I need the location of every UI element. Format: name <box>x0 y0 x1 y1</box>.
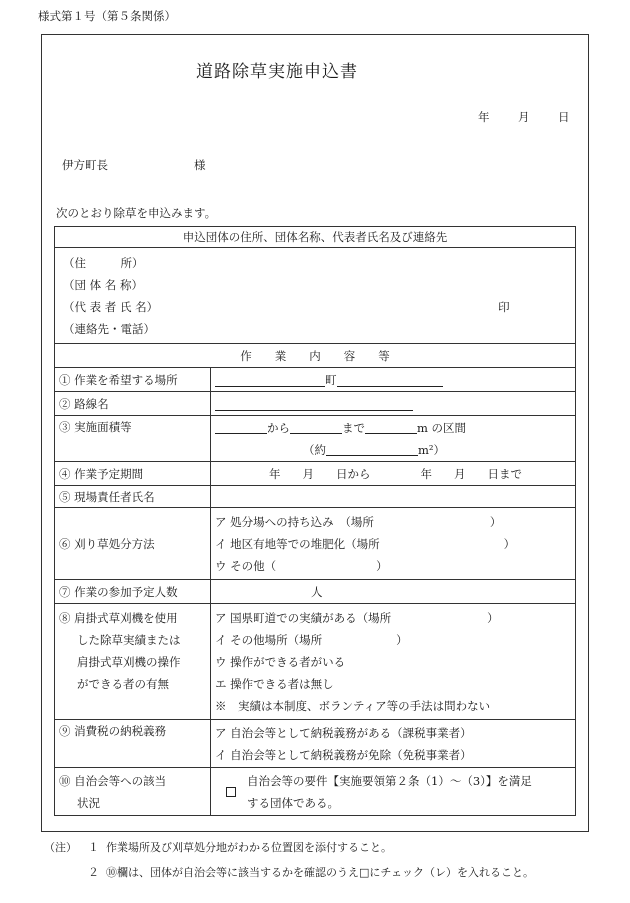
square-meter-unit: m²） <box>418 442 446 457</box>
application-table <box>54 226 576 816</box>
association-label-line: 状況 <box>77 795 100 810</box>
mower-label-line: ができる者の有無 <box>77 676 169 691</box>
association-text-1: 自治会等の要件【実施要領第２条（1）～（3）】を満足 <box>247 773 532 788</box>
row-tax-options <box>211 720 576 768</box>
note-2-number: ２ <box>88 866 99 879</box>
rep-name-label: （代 表 者 氏 名） <box>63 299 159 314</box>
person-unit: 人 <box>311 584 323 599</box>
date-day: 日 <box>558 110 570 124</box>
note-2: ⑩欄は、団体が自治会等に該当するかを確認のうえ□にチェック（レ）を入れること。 <box>106 866 535 879</box>
row-supervisor-field[interactable] <box>211 486 576 508</box>
from-text: から <box>267 420 290 435</box>
disposal-option-c[interactable]: ウ その他（ <box>215 558 277 573</box>
row-location-field[interactable] <box>211 368 576 392</box>
date-month: 月 <box>518 110 530 124</box>
paren-close: ） <box>489 514 502 529</box>
date-year: 年 <box>478 110 490 124</box>
work-header: 作 業 内 容 等 <box>55 344 576 368</box>
period-day-to: 日まで <box>487 466 522 481</box>
notes-prefix: （注） <box>44 841 77 854</box>
row-supervisor-label: ⑤ 現場責任者氏名 <box>55 486 211 508</box>
mower-option-b[interactable]: イ その他場所（場所 <box>215 632 323 647</box>
association-label-line: ⑩ 自治会等への該当 <box>59 773 167 788</box>
mower-note: ※ 実績は本制度、ボランティア等の手法は問わない <box>215 698 491 713</box>
applicant-info <box>55 248 576 344</box>
row-disposal-label: ⑥ 刈り草処分方法 <box>55 508 211 580</box>
paren-close: ） <box>503 536 516 551</box>
period-month-1: 月 <box>302 466 314 481</box>
contact-label: （連絡先・電話） <box>63 321 155 336</box>
row-period-label: ④ 作業予定期間 <box>55 462 211 486</box>
row-tax-label: ⑨ 消費税の納税義務 <box>55 720 211 768</box>
intro-text: 次のとおり除草を申込みます。 <box>56 206 217 220</box>
row-route-field[interactable] <box>211 392 576 416</box>
disposal-option-a[interactable]: ア 処分場への持ち込み （場所 <box>215 514 374 529</box>
paren-close: ） <box>376 558 388 573</box>
mower-option-c[interactable]: ウ 操作ができる者がいる <box>215 654 346 669</box>
paren-close: ） <box>396 632 408 647</box>
meter-unit: m の区間 <box>417 420 467 435</box>
row-area-field[interactable] <box>211 416 576 462</box>
row-location-label: ① 作業を希望する場所 <box>55 368 211 392</box>
applicant-header: 申込団体の住所、団体名称、代表者氏名及び連絡先 <box>55 227 576 248</box>
form-number: 様式第１号（第５条関係） <box>38 9 176 23</box>
row-participants-field[interactable] <box>211 580 576 604</box>
town-unit: 町 <box>325 372 337 387</box>
approx-open: （約 <box>303 442 326 457</box>
address-label: （住 所） <box>63 255 144 270</box>
row-mower-label <box>55 604 211 720</box>
row-period-field[interactable] <box>211 462 576 486</box>
row-association-label <box>55 768 211 816</box>
page-title: 道路除草実施申込書 <box>196 62 358 82</box>
addressee-honorific: 様 <box>194 158 206 172</box>
note-1-number: １ <box>88 841 99 854</box>
mower-label-line: ⑧ 肩掛式草刈機を使用 <box>59 610 178 625</box>
to-text: まで <box>342 420 365 435</box>
tax-option-a[interactable]: ア 自治会等として納税義務がある（課税事業者） <box>215 725 472 740</box>
mower-option-d[interactable]: エ 操作できる者は無し <box>215 676 334 691</box>
note-1: 作業場所及び刈草処分地がわかる位置図を添付すること。 <box>106 841 392 854</box>
mower-label-line: した除草実績または <box>77 632 181 647</box>
period-year-1: 年 <box>269 466 281 481</box>
disposal-option-b[interactable]: イ 地区有地等での堆肥化（場所 <box>215 536 380 551</box>
mower-label-line: 肩掛式草刈機の操作 <box>77 654 181 669</box>
period-day-from: 日から <box>336 466 371 481</box>
tax-option-b[interactable]: イ 自治会等として納税義務が免除（免税事業者） <box>215 747 472 762</box>
association-checkbox[interactable] <box>226 787 236 797</box>
paren-close: ） <box>487 610 499 625</box>
row-mower-options <box>211 604 576 720</box>
row-disposal-options <box>211 508 576 580</box>
association-text-2: する団体である。 <box>247 795 339 810</box>
row-participants-label: ⑦ 作業の参加予定人数 <box>55 580 211 604</box>
mower-option-a[interactable]: ア 国県町道での実績がある（場所 <box>215 610 392 625</box>
row-association-field <box>211 768 576 816</box>
period-month-2: 月 <box>454 466 466 481</box>
row-area-label: ③ 実施面積等 <box>55 416 211 462</box>
period-year-2: 年 <box>420 466 432 481</box>
addressee-name: 伊方町長 <box>62 158 108 172</box>
row-route-label: ② 路線名 <box>55 392 211 416</box>
group-name-label: （団 体 名 称） <box>63 277 143 292</box>
seal-mark: 印 <box>498 299 510 314</box>
